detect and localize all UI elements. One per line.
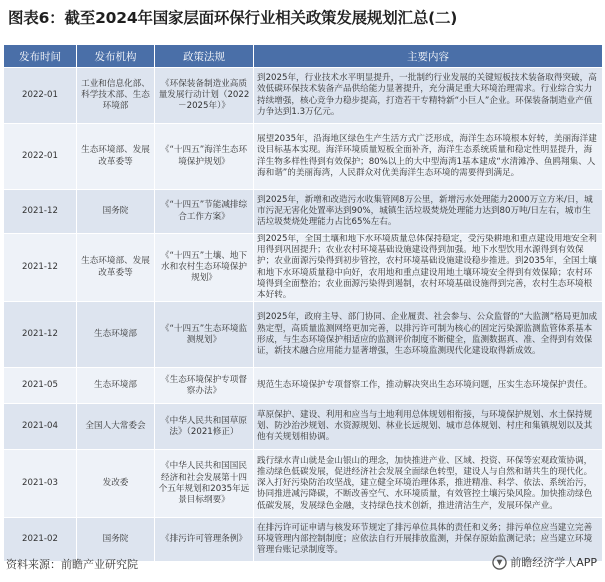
header-policy: 政策法规	[155, 45, 254, 68]
table-row	[4, 450, 603, 518]
cell-policy: 《生态环境保护专项督察办法》	[155, 368, 254, 404]
header-content: 主要内容	[254, 45, 603, 68]
cell-date: 2022-01	[4, 124, 77, 190]
table-row	[4, 234, 603, 302]
table-row	[4, 404, 603, 450]
cell-policy: 《“十四五”生态环境监测规划》	[155, 302, 254, 368]
source-note: 资料来源：前瞻产业研究院	[6, 558, 138, 571]
cell-org: 发改委	[77, 450, 155, 518]
cell-content: 在排污许可证申请与核发环节规定了排污单位具体的责任和义务；排污单位应当建立完善环境管理内部控制制度；应依法自行开展排放监测，并保存原始监测记录；应当建立环境管理台账记录制度等。	[254, 518, 603, 562]
cell-content: 到2025年，政府主导、部门协同、企业履责、社会参与、公众监督的“大监测”格局更加成熟定型，高质量监测网络更加完善，以排污许可制为核心的固定污染源监测监管体系基本形成，与生态环境保护相适应的监测评价制度不断健全，监测数据真、准、全得到有效保证，新技术融合应用能力显著增强，生态环境监测现代化建设取得新成效。	[254, 302, 603, 368]
cell-date: 2021-03	[4, 450, 77, 518]
cell-org: 国务院	[77, 518, 155, 562]
cell-org: 生态环境部、发展改革委等	[77, 234, 155, 302]
cell-policy: 《排污许可管理条例》	[155, 518, 254, 562]
brand-label: 前瞻经济学人APP	[510, 556, 597, 569]
cell-date: 2021-04	[4, 404, 77, 450]
cell-org: 国务院	[77, 190, 155, 234]
cell-policy: 《中华人民共和国草原法》（2021修正）	[155, 404, 254, 450]
cell-org: 工业和信息化部、科学技术部、生态环境部	[77, 68, 155, 124]
cell-org: 生态环境部	[77, 302, 155, 368]
page-title: 图表6：截至2024年国家层面环保行业相关政策发展规划汇总(二)	[8, 9, 458, 27]
cell-policy: 《“十四五”土壤、地下水和农村生态环境保护规划》	[155, 234, 254, 302]
qianzhan-logo-icon	[492, 555, 507, 570]
table-row	[4, 368, 603, 404]
cell-content: 到2025年，全国土壤和地下水环境质量总体保持稳定，受污染耕地和重点建设用地安全利用得到巩固提升；农业农村环境基础设施建设得到加强。地下水型饮用水源得到有效保护；农业面源污染得到初步管控，农村环境基础设施建设稳步推进。到2035年，全国土壤和地下水环境质量稳中向好，农用地和重点建设用地土壤环境安全得到有效保障；农村环境得到全面整治；农业面源污染得到遏制，农村环境基础设施得到完善，农村生态环境根本好转。	[254, 234, 603, 302]
cell-org: 生态环境部、发展改革委等	[77, 124, 155, 190]
table-row	[4, 124, 603, 190]
cell-content: 规范生态环境保护专项督察工作，推动解决突出生态环境问题，压实生态环境保护责任。	[254, 368, 603, 404]
table-row	[4, 190, 603, 234]
header-date: 发布时间	[4, 45, 77, 68]
table-row	[4, 68, 603, 124]
cell-content: 展望2035年，沿海地区绿色生产生活方式广泛形成，海洋生态环境根本好转，美丽海洋建设目标基本实现。海洋环境质量短板全面补齐，海洋生态系统质量和稳定性明显提升，海洋生物多样性得到有效保护；80%以上的大中型海湾1基本建成“水清滩净、鱼鸥翔集、人海和谐”的美丽海湾，人民群众对优美海洋生态环境的需要得到满足。	[254, 124, 603, 190]
cell-date: 2021-12	[4, 190, 77, 234]
cell-content: 草原保护、建设、利用和应当与土地利用总体规划相衔接，与环境保护规划、水土保持规划、防沙治沙规划、水资源规划、林业长远规划、城市总体规划、村庄和集镇规划以及其他有关规划相协调。	[254, 404, 603, 450]
table-header-row	[4, 45, 603, 68]
cell-date: 2021-12	[4, 234, 77, 302]
brand	[492, 554, 597, 570]
cell-policy: 《“十四五”节能减排综合工作方案》	[155, 190, 254, 234]
cell-policy: 《“十四五”海洋生态环境保护规划》	[155, 124, 254, 190]
cell-date: 2021-02	[4, 518, 77, 562]
policy-table	[3, 44, 603, 562]
cell-content: 到2025年，行业技术水平明显提升，一批制约行业发展的关键短板技术装备取得突破，高效低碳环保技术装备产品供给能力显著提升，充分满足重大环境治理需求。行业综合实力持续增强，核心竞争力稳步提高，打造若干专精特新“小巨人”企业。环保装备制造业产值力争达到1.3万亿元。	[254, 68, 603, 124]
cell-content: 到2025年，新增和改造污水收集管网8万公里，新增污水处理能力2000万立方米/日，城市污泥无害化处置率达到90%，城镇生活垃圾焚烧处理能力达到80万吨/日左右，城市生活垃圾焚烧处理能力占比65%左右。	[254, 190, 603, 234]
header-org: 发布机构	[77, 45, 155, 68]
table-row	[4, 302, 603, 368]
cell-date: 2021-12	[4, 302, 77, 368]
cell-date: 2022-01	[4, 68, 77, 124]
cell-org: 生态环境部	[77, 368, 155, 404]
cell-content: 践行绿水青山就是金山银山的理念，加快推进产业、区域、投资、环保等宏观政策协调，推动绿色低碳发展，促进经济社会发展全面绿色转型，建设人与自然和谐共生的现代化。深入打好污染防治攻坚战，建立健全环境治理体系，推进精准、科学、依法、系统治污，协同推进减污降碳，不断改善空气、水环境质量，有效管控土壤污染风险。加快推动绿色低碳发展，发展绿色金融，支持绿色技术创新，推进清洁生产，发展环保产业。	[254, 450, 603, 518]
cell-policy: 《中华人民共和国国民经济和社会发展第十四个五年规划和2035年远景目标纲要》	[155, 450, 254, 518]
cell-org: 全国人大常委会	[77, 404, 155, 450]
cell-policy: 《环保装备制造业高质量发展行动计划（2022－2025年）》	[155, 68, 254, 124]
cell-date: 2021-05	[4, 368, 77, 404]
